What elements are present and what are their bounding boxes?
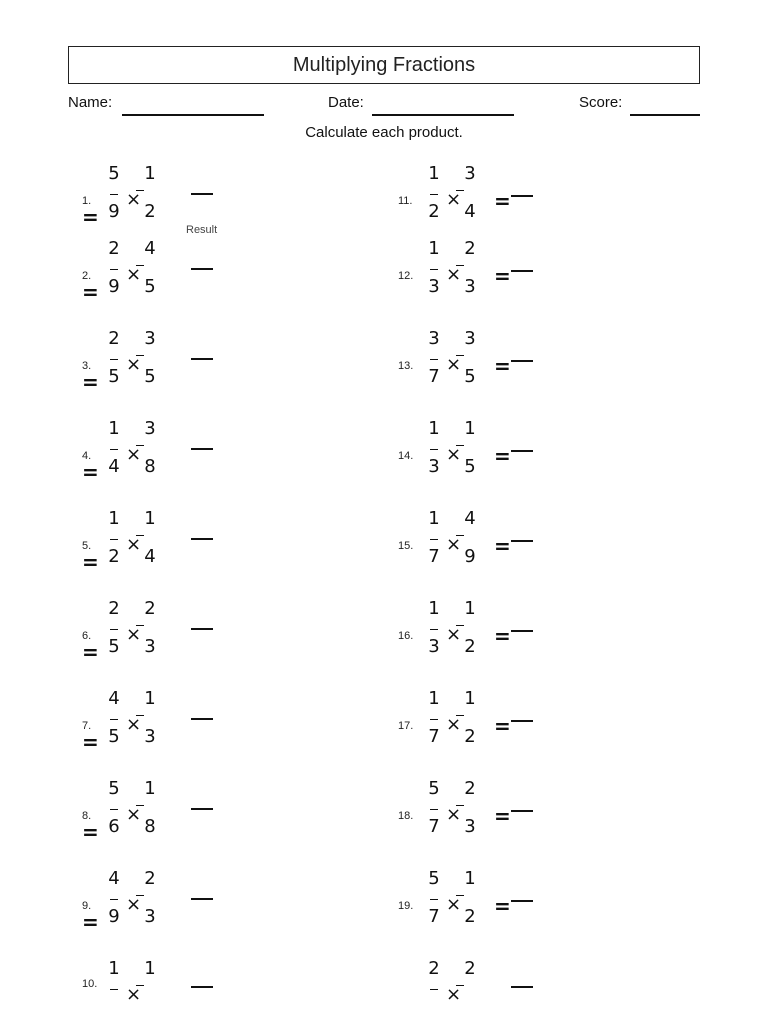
fraction-a-numerator: 5 [108, 163, 120, 184]
fraction-b-denominator: 3 [464, 816, 476, 837]
fraction-a-bar [110, 194, 118, 195]
fraction-a-numerator: 1 [108, 508, 120, 529]
problem-number: 3. [82, 360, 92, 372]
fraction-a-bar [430, 194, 438, 195]
fraction-b-denominator: 5 [144, 366, 156, 387]
problem-number: 2. [82, 270, 92, 282]
fraction-b-bar [136, 265, 144, 266]
date-label: Date: [328, 94, 364, 111]
fraction-a-numerator: 1 [428, 508, 440, 529]
fraction-a-denominator: 7 [428, 906, 440, 927]
fraction-b-numerator: 1 [144, 778, 156, 799]
fraction-a-bar [110, 629, 118, 630]
fraction-a-denominator: 3 [428, 456, 440, 477]
fraction-a-bar [110, 899, 118, 900]
fraction-a-numerator: 2 [108, 598, 120, 619]
problem-number: 1. [82, 195, 92, 207]
answer-blank[interactable] [191, 808, 213, 810]
equals-sign: = [494, 714, 511, 738]
fraction-b-denominator: 8 [144, 816, 156, 837]
problem-number: 19. [398, 900, 414, 912]
fraction-a-bar [110, 809, 118, 810]
worksheet-title: Multiplying Fractions [68, 46, 700, 84]
fraction-b-numerator: 1 [464, 688, 476, 709]
result-label: Result [186, 224, 218, 236]
fraction-a-bar [110, 719, 118, 720]
answer-blank[interactable] [191, 718, 213, 720]
answer-blank[interactable] [511, 360, 533, 362]
fraction-b-bar [136, 625, 144, 626]
fraction-a-numerator: 1 [428, 418, 440, 439]
fraction-b-bar [456, 805, 464, 806]
fraction-a-numerator: 5 [108, 778, 120, 799]
fraction-b-bar [456, 445, 464, 446]
answer-blank[interactable] [511, 195, 533, 197]
fraction-b-denominator: 4 [144, 546, 156, 567]
fraction-a-denominator: 2 [108, 546, 120, 567]
fraction-b-bar [456, 190, 464, 191]
multiply-sign: × [126, 534, 142, 555]
fraction-a-bar [110, 359, 118, 360]
multiply-sign: × [446, 804, 462, 825]
fraction-a-denominator: 7 [428, 726, 440, 747]
fraction-a-numerator: 2 [108, 328, 120, 349]
fraction-b-numerator: 2 [144, 868, 156, 889]
instructions: Calculate each product. [305, 124, 463, 141]
answer-blank[interactable] [511, 986, 533, 988]
multiply-sign: × [126, 189, 142, 210]
problem-item [76, 508, 376, 574]
fraction-b-numerator: 2 [464, 958, 476, 979]
multiply-sign: × [126, 894, 142, 915]
fraction-a-bar [430, 719, 438, 720]
equals-sign: = [494, 624, 511, 648]
problem-number: 17. [398, 720, 414, 732]
problem-item [76, 598, 376, 664]
fraction-a-denominator: 5 [108, 636, 120, 657]
fraction-b-denominator: 2 [144, 201, 156, 222]
multiply-sign: × [126, 624, 142, 645]
fraction-b-numerator: 3 [144, 328, 156, 349]
answer-blank[interactable] [511, 540, 533, 542]
fraction-a-numerator: 1 [428, 238, 440, 259]
equals-sign: = [82, 460, 99, 484]
multiply-sign: × [126, 804, 142, 825]
multiply-sign: × [446, 714, 462, 735]
multiply-sign: × [446, 264, 462, 285]
problem-item [396, 958, 696, 1018]
fraction-a-denominator: 7 [428, 816, 440, 837]
multiply-sign: × [126, 354, 142, 375]
multiply-sign: × [446, 624, 462, 645]
multiply-sign: × [446, 534, 462, 555]
fraction-b-numerator: 1 [464, 418, 476, 439]
answer-blank[interactable] [191, 448, 213, 450]
fraction-a-bar [110, 989, 118, 990]
fraction-b-denominator: 8 [144, 456, 156, 477]
fraction-a-numerator: 1 [108, 958, 120, 979]
answer-blank[interactable] [191, 986, 213, 988]
fraction-a-denominator: 7 [428, 366, 440, 387]
problem-item [76, 688, 376, 754]
problem-item [396, 238, 696, 298]
fraction-a-bar [430, 989, 438, 990]
fraction-a-numerator: 2 [428, 958, 440, 979]
equals-sign: = [82, 640, 99, 664]
problem-number: 10. [82, 978, 98, 990]
fraction-b-denominator: 5 [464, 456, 476, 477]
fraction-a-numerator: 5 [428, 868, 440, 889]
fraction-b-denominator: 3 [464, 276, 476, 297]
fraction-b-bar [456, 895, 464, 896]
fraction-b-denominator: 2 [464, 906, 476, 927]
multiply-sign: × [446, 189, 462, 210]
fraction-a-bar [430, 629, 438, 630]
problem-item [76, 238, 376, 304]
fraction-b-bar [456, 535, 464, 536]
name-field[interactable] [122, 114, 264, 116]
fraction-a-denominator: 7 [428, 546, 440, 567]
fraction-a-numerator: 4 [108, 688, 120, 709]
problem-number: 12. [398, 270, 414, 282]
problem-item [76, 778, 376, 844]
fraction-b-denominator: 4 [464, 201, 476, 222]
fraction-b-bar [456, 985, 464, 986]
score-label: Score: [579, 94, 623, 111]
problem-item [76, 163, 376, 236]
fraction-b-bar [136, 895, 144, 896]
fraction-b-denominator: 3 [144, 726, 156, 747]
fraction-b-numerator: 1 [144, 163, 156, 184]
problem-number: 14. [398, 450, 414, 462]
fraction-a-bar [430, 359, 438, 360]
fraction-b-bar [456, 625, 464, 626]
fraction-a-bar [430, 539, 438, 540]
fraction-a-numerator: 1 [108, 418, 120, 439]
multiply-sign: × [446, 354, 462, 375]
fraction-b-bar [136, 355, 144, 356]
multiply-sign: × [446, 894, 462, 915]
fraction-b-denominator: 9 [464, 546, 476, 567]
fraction-b-bar [456, 265, 464, 266]
fraction-b-numerator: 1 [144, 508, 156, 529]
problem-item [396, 508, 696, 568]
answer-blank[interactable] [511, 630, 533, 632]
problem-number: 13. [398, 360, 414, 372]
equals-sign: = [494, 264, 511, 288]
problem-item [396, 163, 696, 223]
fraction-a-denominator: 2 [428, 201, 440, 222]
equals-sign: = [494, 189, 511, 213]
problem-item [396, 418, 696, 478]
fraction-b-numerator: 2 [464, 778, 476, 799]
equals-sign: = [82, 280, 99, 304]
answer-blank[interactable] [191, 358, 213, 360]
answer-blank[interactable] [511, 810, 533, 812]
fraction-a-denominator: 3 [428, 636, 440, 657]
fraction-a-bar [110, 539, 118, 540]
name-label: Name: [68, 94, 113, 111]
fraction-a-numerator: 2 [108, 238, 120, 259]
fraction-b-numerator: 1 [144, 958, 156, 979]
fraction-b-bar [136, 445, 144, 446]
fraction-b-numerator: 1 [464, 598, 476, 619]
problem-number: 6. [82, 630, 92, 642]
multiply-sign: × [446, 444, 462, 465]
problem-item [76, 868, 376, 934]
answer-blank[interactable] [511, 720, 533, 722]
problem-number: 11. [398, 195, 413, 207]
fraction-a-numerator: 1 [428, 163, 440, 184]
multiply-sign: × [126, 714, 142, 735]
fraction-b-numerator: 4 [144, 238, 156, 259]
fraction-b-numerator: 2 [144, 598, 156, 619]
problem-item [396, 328, 696, 388]
fraction-a-bar [430, 269, 438, 270]
problem-item [76, 958, 376, 1018]
answer-blank[interactable] [511, 900, 533, 902]
equals-sign: = [494, 354, 511, 378]
fraction-a-denominator: 6 [108, 816, 120, 837]
equals-sign: = [494, 894, 511, 918]
score-field[interactable] [630, 114, 700, 116]
fraction-b-denominator: 3 [144, 906, 156, 927]
problem-number: 5. [82, 540, 92, 552]
fraction-b-numerator: 1 [144, 688, 156, 709]
equals-sign: = [82, 910, 99, 934]
fraction-a-bar [110, 449, 118, 450]
problem-item [396, 868, 696, 928]
problem-item [396, 598, 696, 658]
fraction-a-bar [430, 899, 438, 900]
equals-sign: = [494, 444, 511, 468]
multiply-sign: × [126, 984, 142, 1005]
fraction-b-numerator: 3 [144, 418, 156, 439]
multiply-sign: × [446, 984, 462, 1005]
problem-item [76, 328, 376, 394]
fraction-b-numerator: 1 [464, 868, 476, 889]
problem-number: 16. [398, 630, 414, 642]
fraction-a-denominator: 9 [108, 201, 120, 222]
equals-sign: = [82, 550, 99, 574]
fraction-b-denominator: 5 [144, 276, 156, 297]
fraction-b-denominator: 5 [464, 366, 476, 387]
problem-item [76, 418, 376, 484]
fraction-a-denominator: 4 [108, 456, 120, 477]
fraction-a-numerator: 1 [428, 598, 440, 619]
equals-sign: = [82, 820, 99, 844]
problem-number: 4. [82, 450, 92, 462]
fraction-b-bar [136, 535, 144, 536]
equals-sign: = [82, 205, 99, 229]
fraction-a-numerator: 1 [428, 688, 440, 709]
fraction-b-denominator: 3 [144, 636, 156, 657]
fraction-b-bar [136, 805, 144, 806]
equals-sign: = [494, 534, 511, 558]
header-fields [0, 92, 768, 122]
equals-sign: = [494, 804, 511, 828]
answer-blank[interactable] [511, 450, 533, 452]
fraction-a-denominator: 9 [108, 906, 120, 927]
answer-blank[interactable] [191, 193, 213, 195]
problem-number: 15. [398, 540, 414, 552]
problem-item [396, 778, 696, 838]
fraction-a-bar [430, 809, 438, 810]
fraction-a-denominator: 3 [428, 276, 440, 297]
answer-blank[interactable] [191, 538, 213, 540]
fraction-b-bar [136, 985, 144, 986]
date-field[interactable] [372, 114, 514, 116]
fraction-b-bar [456, 355, 464, 356]
fraction-a-numerator: 4 [108, 868, 120, 889]
equals-sign: = [82, 730, 99, 754]
fraction-b-denominator: 2 [464, 726, 476, 747]
fraction-a-bar [430, 449, 438, 450]
problem-number: 7. [82, 720, 92, 732]
multiply-sign: × [126, 264, 142, 285]
answer-blank[interactable] [191, 898, 213, 900]
fraction-b-numerator: 3 [464, 163, 476, 184]
fraction-b-denominator: 2 [464, 636, 476, 657]
multiply-sign: × [126, 444, 142, 465]
fraction-b-bar [136, 190, 144, 191]
fraction-a-numerator: 3 [428, 328, 440, 349]
fraction-a-bar [110, 269, 118, 270]
fraction-b-numerator: 3 [464, 328, 476, 349]
fraction-a-denominator: 5 [108, 366, 120, 387]
fraction-b-numerator: 4 [464, 508, 476, 529]
problem-number: 9. [82, 900, 92, 912]
fraction-a-numerator: 5 [428, 778, 440, 799]
fraction-b-bar [456, 715, 464, 716]
answer-blank[interactable] [191, 628, 213, 630]
answer-blank[interactable] [511, 270, 533, 272]
fraction-b-numerator: 2 [464, 238, 476, 259]
problem-number: 8. [82, 810, 92, 822]
fraction-b-bar [136, 715, 144, 716]
fraction-a-denominator: 5 [108, 726, 120, 747]
equals-sign: = [82, 370, 99, 394]
problem-number: 18. [398, 810, 414, 822]
fraction-a-denominator: 9 [108, 276, 120, 297]
problem-item [396, 688, 696, 748]
answer-blank[interactable] [191, 268, 213, 270]
